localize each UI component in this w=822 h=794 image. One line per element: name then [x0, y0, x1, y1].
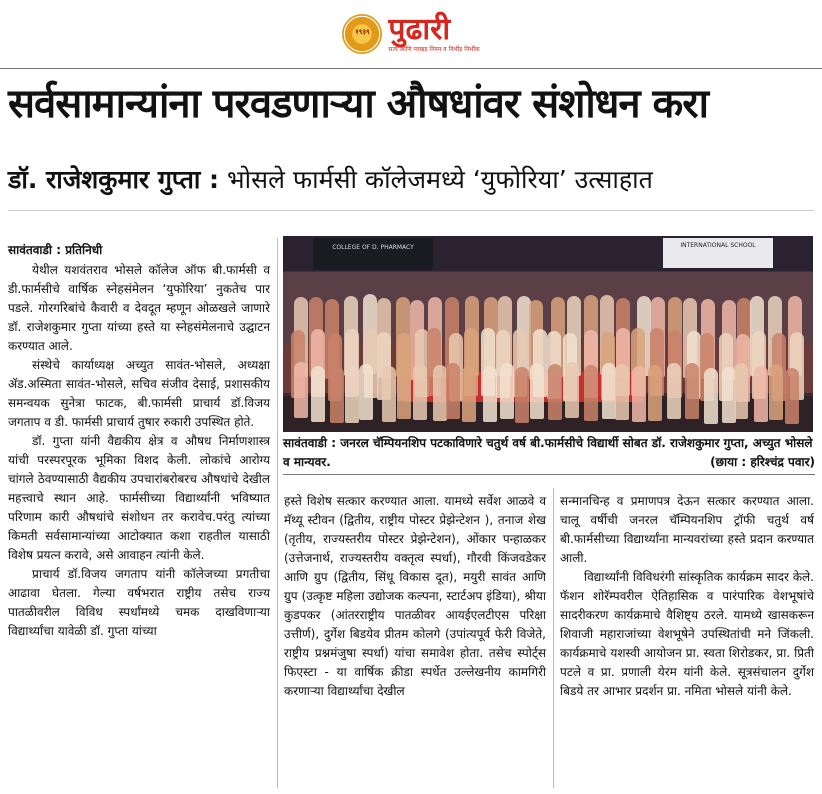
headline-divider [8, 210, 814, 211]
masthead-divider [0, 68, 822, 69]
paragraph: हस्ते विशेष सत्कार करण्यात आला. यामध्ये सर्वेश आळवे व मॅथ्यू स्टीवन (द्वितीय, राष्ट्रीय पोस्टर प्रेझेन्टेशन ), तनाज शेख (तृतीय, राज्यस्तरीय पोस्टर प्रेझेन्टेशन), ओंकार पन्हाळकर (उत्तेजनार्थ, राज्यस्तरीय वक्तृत्व स्पर्धा), गौरवी किंजवडेकर आणि ग्रुप (द्वितीय, सिंधू विकास दूत), मयुरी सावंत आणि ग्रुप (उत्कृष्ट महिला उद्योजक कल्पना, स्टार्टअप इंडिया), श्रीया कुडपकर (आंतरराष्ट्रीय पातळीवर आयईएलटीएस परिक्षा उत्तीर्ण), दुर्गेश बिडयेव प्रीतम कोलगे (उपांत्यपूर्व फेरी विजेते, राष्ट्रीय प्रश्नमंजुषा स्पर्धा) यांचा समावेश होता. तसेच स्पोर्ट्स फिएस्टा - या वार्षिक क्रीडा स्पर्धेत उल्लेखनीय कामगिरी करणाऱ्या विद्यार्थ्यांचा देखील [284, 494, 546, 698]
paragraph: संस्थेचे कार्याध्यक्ष अच्युत सावंत-भोसले, अध्यक्षा ॲड.अस्मिता सावंत-भोसले, सचिव संजीव देसाई, प्रशासकीय समन्वयक सुनेत्रा फाटक, बी.फार्मसी प्राचार्य डॉ.विजय जगताप व डी. फार्मसी प्राचार्य तुषार रुकारी उपस्थित होते. [8, 358, 270, 429]
group-photo [283, 236, 813, 432]
subheadline-rest: भोसले फार्मसी कॉलेजमध्ये ‘युफोरिया’ उत्साहात [227, 165, 653, 194]
article-column-2 [284, 492, 546, 701]
photo-person [330, 367, 344, 423]
photo-person [345, 367, 359, 423]
photo-person [530, 363, 544, 419]
photo-person [565, 362, 579, 418]
subheadline-lead: डॉ. राजेशकुमार गुप्ता : [8, 165, 220, 194]
sun-emblem-icon [342, 14, 382, 54]
photo-caption [283, 434, 815, 472]
photo-person [769, 364, 783, 420]
photo-person [311, 366, 325, 422]
photo-person [584, 365, 598, 421]
logo-tagline: सत्य आणि परखड़ नियम व निर्भीड़ निर्भीक [388, 46, 480, 53]
subheadline [8, 160, 814, 200]
photo-person [648, 365, 662, 421]
photo-person [397, 363, 411, 419]
photo-person [667, 363, 681, 419]
photo-person [754, 366, 768, 422]
photo-person [500, 363, 514, 419]
photo-banner-left: COLLEGE OF D. PHARMACY [313, 238, 433, 270]
newspaper-logo [342, 14, 479, 54]
logo-name: पुढारी [388, 12, 451, 47]
logo-year: १९३९ [355, 28, 370, 36]
photo-person [413, 364, 427, 420]
headline: सर्वसामान्यांना परवडणाऱ्या औषधांवर संशोधन करा [8, 81, 708, 127]
photo-person [462, 366, 476, 422]
photo-person [294, 362, 308, 418]
photo-person [515, 367, 529, 423]
photo-person [632, 366, 646, 422]
paragraph: डॉ. गुप्ता यांनी वैद्यकीय क्षेत्र व औषध निर्माणशास्त्र यांची परस्परपूरक भूमिका विशद केली. लोकांचे आरोग्य चांगले ठेवण्यासाठी वैद्यकीय उपचारांबरोबरच औषधांचे देखील महत्त्वाचे स्थान आहे. फार्मसीच्या विद्यार्थ्यांनी भविष्यात परिणाम कारी औषधांचे संशोधन तर करावेच.परंतु त्यांच्या किमती सर्वसामान्यांच्या आटोक्यात कशा राहतील यासाठी विशेष प्रयत्न करावे, असे आवाहन त्यांनी केले. [8, 434, 270, 562]
paragraph: येथील यशवंतराव भोसले कॉलेज ऑफ बी.फार्मसी व डी.फार्मसीचे वार्षिक स्नेहसंमेलन ‘युफोरिया’ नुकतेच पार पडले. गोरगरिबांचे कैवारी व देवदूत म्हणून ओळखले जाणारे डॉ. राजेशकुमार गुप्ता यांच्या हस्ते या स्नेहसंमेलनाचे उद्घाटन करण्यात आले. [8, 263, 270, 353]
paragraph: प्राचार्य डॉ.विजय जगताप यांनी कॉलेजच्या प्रगतीचा आढावा घेतला. गेल्या वर्षभरात राष्ट्रीय तसेच राज्य पातळीवरील विविध स्पर्धांमध्ये चमक दाखविणाऱ्या विद्यार्थ्यांचा यावेळी डॉ. गुप्ता यांच्या [8, 567, 270, 638]
article-column-3 [560, 492, 814, 701]
caption-text: सावंतवाडी : जनरल चॅम्पियनशिप पटकाविणारे चतुर्थ वर्ष बी.फार्मसीचे विद्यार्थी सोबत डॉ. राजेशकुमार गुप्ता, अच्युत भोसले व मान्यवर. [283, 436, 813, 469]
photo-person [359, 364, 373, 420]
photo-banner-right: INTERNATIONAL SCHOOL [663, 238, 773, 268]
photo-credit: (छाया : हरिश्चंद्र पवार) [710, 455, 815, 469]
photo-person [433, 365, 447, 421]
photo-person [615, 364, 629, 420]
masthead [0, 0, 822, 68]
caption-divider [283, 474, 815, 475]
photo-person [446, 363, 460, 419]
photo-person [785, 368, 799, 424]
photo-person [602, 363, 616, 419]
paragraph: सन्मानचिन्ह व प्रमाणपत्र देऊन सत्कार करण्यात आला. चालू वर्षीची जनरल चॅम्पियनशिप ट्रॉफी चतुर्थ वर्ष बी.फार्मसीच्या विद्यार्थ्यांना मान्यवरांच्या हस्ते प्रदान करण्यात आली. [560, 494, 814, 565]
photo-person [734, 363, 748, 419]
photo-person [548, 364, 562, 420]
photo-person [704, 368, 718, 424]
article-column-1 [8, 241, 270, 641]
photo-person [382, 366, 396, 422]
dateline: सावंतवाडी : प्रतिनिधी [8, 243, 103, 257]
paragraph: विद्यार्थ्यांनी विविधरंगी सांस्कृतिक कार्यक्रम सादर केले. फॅशन शोरॅम्पवरील ऐतिहासिक व पारंपारिक वेशभूषांचे सादरीकरण कार्यक्रमाचे वैशिष्ट्य ठरले. यामध्ये खासकरून शिवाजी महाराजांच्या वेशभूषेने उपस्थितांची मने जिंकली. कार्यक्रमाचे यशस्वी आयोजन प्रा. स्वता शिरोडकर, प्रा. प्रिती पटले व प्रा. प्रणाली येरम यांनी केले. सूत्रसंचालन दुर्गेश बिडये तर आभार प्रदर्शन प्रा. नमिता भोसले यांनी केले. [560, 570, 814, 698]
column-divider [553, 488, 554, 788]
photo-person [483, 366, 497, 422]
column-divider [277, 238, 278, 788]
photo-person [685, 363, 699, 419]
